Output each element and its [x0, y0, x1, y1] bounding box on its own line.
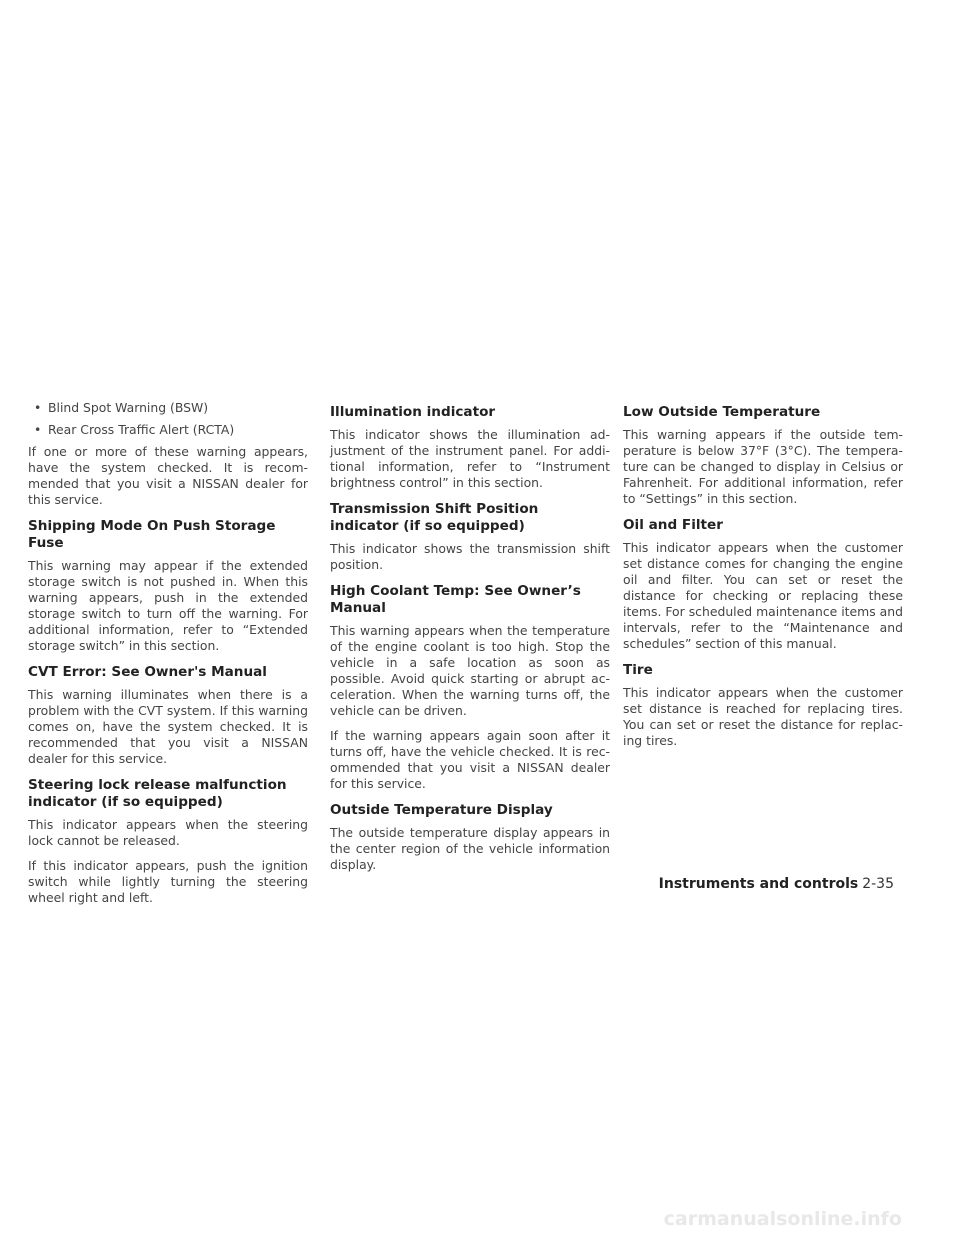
bullet-item [28, 422, 308, 438]
section-heading: Shipping Mode On Push Storage Fuse [28, 518, 276, 551]
page-footer [659, 876, 894, 892]
section-heading: Low Outside Temperature [623, 404, 821, 420]
bullet-text: Rear Cross Traffic Alert (RCTA) [48, 422, 235, 437]
column-2 [330, 400, 610, 882]
section-heading: Oil and Filter [623, 517, 723, 533]
paragraph: This warning illuminates when there is a problem with the CVT system. If this warning comes on, have the system checked. It is recommended that you visit a NISSAN dealer for this service. [28, 687, 308, 766]
paragraph: If one or more of these warning appears, have the system checked. It is recommended that you visit a NISSAN dealer for this service. [28, 444, 308, 507]
paragraph: This indicator appears when the steering lock cannot be released. [28, 817, 308, 848]
paragraph: This warning appears if the outside temperature is below 37°F (3°C). The temperature can be changed to display in Celsius or Fahrenheit. For additional information, refer to “Settings” in this section. [623, 427, 903, 506]
section-heading: Tire [623, 662, 653, 678]
paragraph: If the warning appears again soon after it turns off, have the vehicle checked. It is recommended that you visit a NISSAN dealer for this service. [330, 728, 610, 791]
column-3 [623, 400, 903, 758]
bullet-dot: • [34, 400, 42, 415]
paragraph: This indicator appears when the customer set distance comes for changing the engine oil and filter. You can set or reset the distance for checking or replacing these items. For scheduled maintenance items and intervals, refer to the “Maintenance and schedules” section of this manual. [623, 540, 903, 651]
column-1 [28, 400, 308, 915]
section-heading: Outside Temperature Display [330, 802, 553, 818]
bullet-dot: • [34, 422, 42, 437]
bullet-text: Blind Spot Warning (BSW) [48, 400, 209, 415]
section-heading: High Coolant Temp: See Owner’s Manual [330, 583, 581, 616]
bullet-item [28, 400, 308, 416]
paragraph: This indicator shows the illumination adjustment of the instrument panel. For additional information, refer to “Instrument brightness control” in this section. [330, 427, 610, 490]
section-heading: Steering lock release malfunction indicator (if so equipped) [28, 777, 287, 810]
paragraph: If this indicator appears, push the ignition switch while lightly turning the steering wheel right and left. [28, 858, 308, 905]
paragraph: This indicator shows the transmission shift position. [330, 541, 610, 572]
section-heading: Transmission Shift Position indicator (if so equipped) [330, 501, 539, 534]
watermark: carmanualsonline.info [663, 1208, 902, 1230]
paragraph: The outside temperature display appears in the center region of the vehicle information display. [330, 825, 610, 872]
paragraph: This warning appears when the temperature of the engine coolant is too high. Stop the vehicle in a safe location as soon as possible. Avoid quick starting or abrupt acceleration. When the warning turns off, the vehicle can be driven. [330, 623, 610, 718]
section-heading: Illumination indicator [330, 404, 496, 420]
footer-section-name: Instruments and controls [658, 876, 859, 892]
paragraph: This warning may appear if the extended storage switch is not pushed in. When this warning appears, push in the extended storage switch to turn off the warning. For additional information, refer to “Extended storage switch” in this section. [28, 558, 308, 653]
page-number: 2-35 [862, 876, 894, 892]
paragraph: This indicator appears when the customer set distance is reached for replacing tires. You can set or reset the distance for replacing tires. [623, 685, 903, 748]
section-heading: CVT Error: See Owner's Manual [28, 664, 267, 680]
